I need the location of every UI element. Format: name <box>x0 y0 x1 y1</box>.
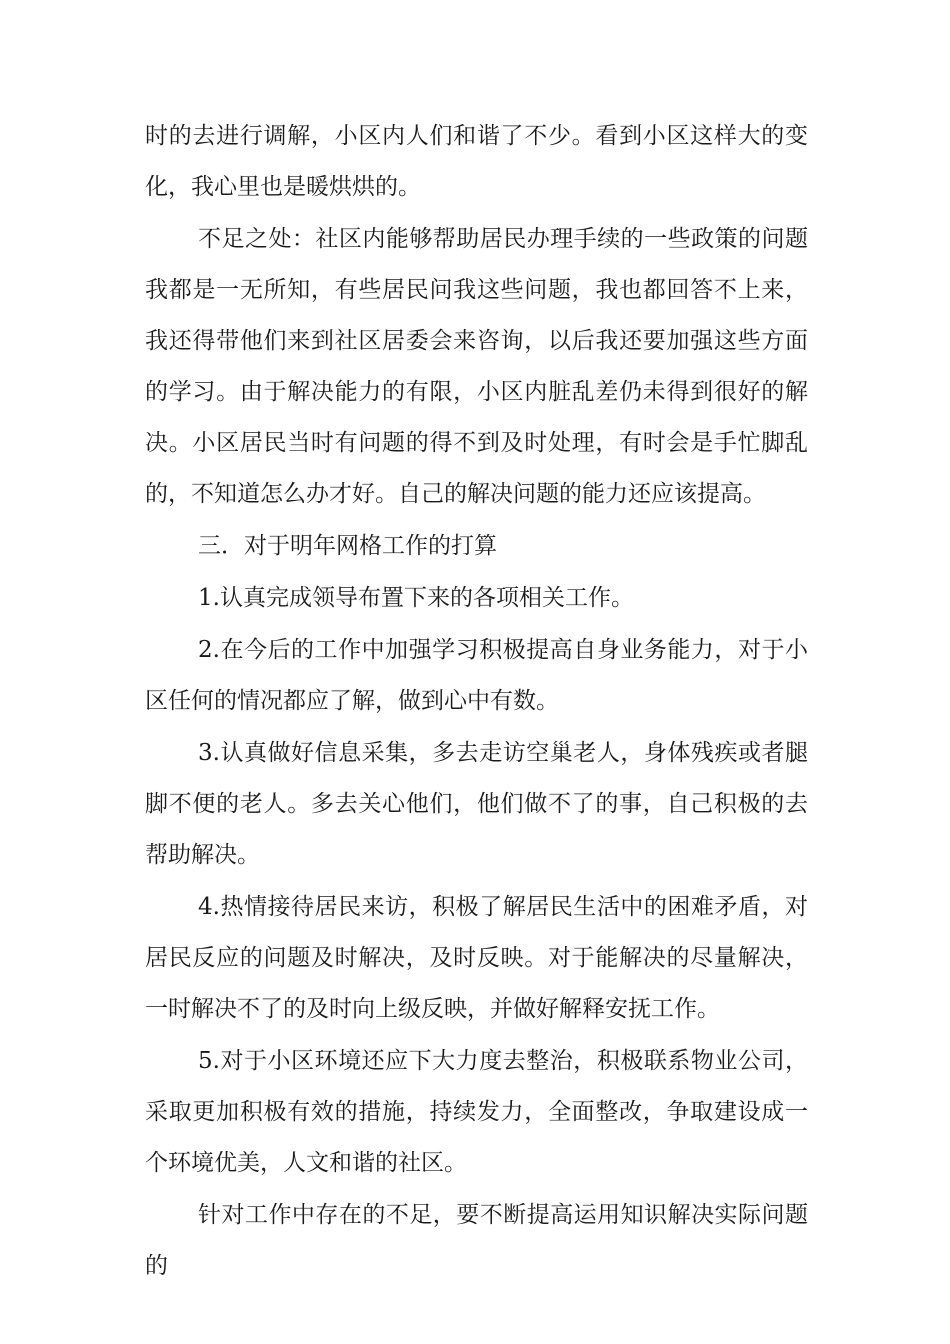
document-body <box>145 111 808 1292</box>
plan-item-1: 1.认真完成领导布置下来的各项相关工作。 <box>198 585 634 611</box>
plan-item-5: 5.对于小区环境还应下大力度去整治，积极联系物业公司，采取更加积极有效的措施，持续发力，全面整改，争取建设成一个环境优美，人文和谐的社区。 <box>145 1048 808 1176</box>
plan-item-4: 4.热情接待居民来访，积极了解居民生活中的困难矛盾，对居民反应的问题及时解决，及时反映。对于能解决的尽量解决，一时解决不了的及时向上级反映，并做好解释安抚工作。 <box>145 894 808 1022</box>
plan-item-3: 3.认真做好信息采集，多去走访空巢老人，身体残疾或者腿脚不便的老人。多去关心他们，他们做不了的事，自己积极的去帮助解决。 <box>145 740 808 868</box>
plan-item-2: 2.在今后的工作中加强学习积极提高自身业务能力，对于小区任何的情况都应了解，做到心中有数。 <box>145 637 808 714</box>
paragraph-closing: 针对工作中存在的不足，要不断提高运用知识解决实际问题的 <box>145 1202 808 1279</box>
section-heading-next-year-plan: 三．对于明年网格工作的打算 <box>198 533 497 559</box>
paragraph-shortcomings: 不足之处：社区内能够帮助居民办理手续的一些政策的问题我都是一无所知，有些居民问我这些问题，我也都回答不上来，我还得带他们来到社区居委会来咨询，以后我还要加强这些方面的学习。由于解决能力的有限，小区内脏乱差仍未得到很好的解决。小区居民当时有问题的得不到及时处理，有时会是手忙脚乱的，不知道怎么办才好。自己的解决问题的能力还应该提高。 <box>145 226 808 507</box>
paragraph-continuation: 时的去进行调解，小区内人们和谐了不少。看到小区这样大的变化，我心里也是暖烘烘的。 <box>145 123 808 200</box>
